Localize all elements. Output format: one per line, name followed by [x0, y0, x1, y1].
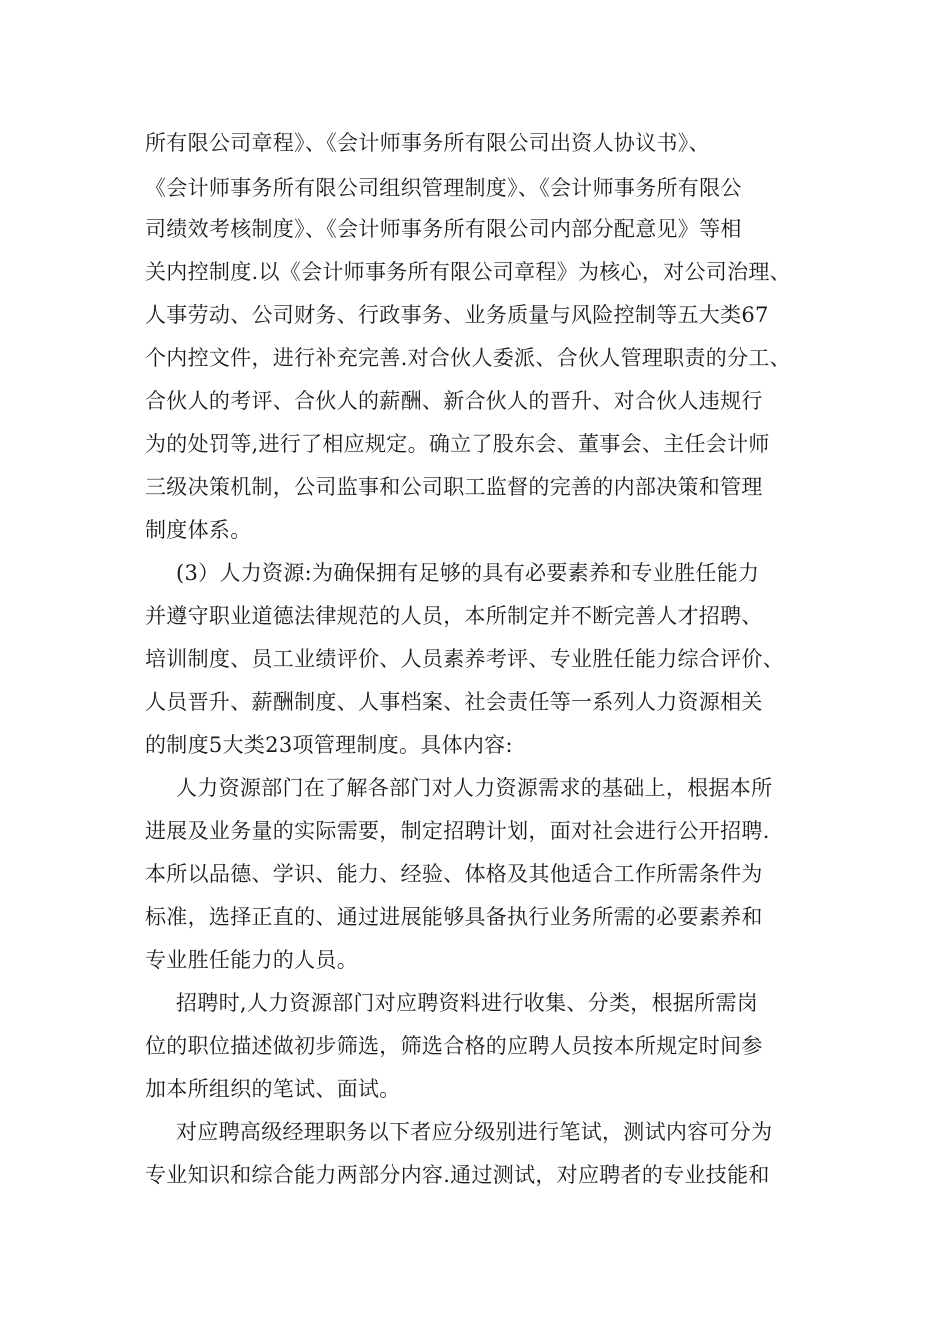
text-line: 的制度5大类23项管理制度。具体内容: — [145, 733, 513, 757]
text-line: 三级决策机制，公司监事和公司职工监督的完善的内部决策和管理 — [145, 475, 763, 499]
text-line: 位的职位描述做初步筛选，筛选合格的应聘人员按本所规定时间参 — [145, 1034, 763, 1058]
text-line: 进展及业务量的实际需要，制定招聘计划，面对社会进行公开招聘. — [145, 819, 770, 843]
text-line: 培训制度、员工业绩评价、人员素养考评、专业胜任能力综合评价、 — [145, 647, 784, 671]
text-line: 并遵守职业道德法律规范的人员，本所制定并不断完善人才招聘、 — [145, 604, 763, 628]
text-line: 加本所组织的笔试、面试。 — [145, 1077, 401, 1101]
text-line: 制度体系。 — [145, 518, 252, 542]
paragraph-first-line: 人力资源部门在了解各部门对人力资源需求的基础上，根据本所 — [176, 776, 773, 800]
text-line: 人事劳动、公司财务、行政事务、业务质量与风险控制等五大类67 — [145, 303, 769, 327]
text-line: 为的处罚等,进行了相应规定。确立了股东会、董事会、主任会计师 — [145, 432, 770, 456]
text-line: 关内控制度.以《会计师事务所有限公司章程》为核心，对公司治理、 — [145, 260, 791, 284]
text-line: 人员晋升、薪酬制度、人事档案、社会责任等一系列人力资源相关 — [145, 690, 763, 714]
text-line: 《会计师事务所有限公司组织管理制度》、《会计师事务所有限公 — [145, 176, 742, 200]
text-line: 所有限公司章程》、《会计师事务所有限公司出资人协议书》、 — [145, 131, 710, 155]
text-line: 个内控文件，进行补充完善.对合伙人委派、合伙人管理职责的分工、 — [145, 346, 791, 370]
text-line: 合伙人的考评、合伙人的薪酬、新合伙人的晋升、对合伙人违规行 — [145, 389, 763, 413]
text-line: 司绩效考核制度》、《会计师事务所有限公司内部分配意见》等相 — [145, 217, 742, 241]
text-line: 专业胜任能力的人员。 — [145, 948, 358, 972]
text-line: 本所以品德、学识、能力、经验、体格及其他适合工作所需条件为 — [145, 862, 763, 886]
paragraph-first-line: 招聘时,人力资源部门对应聘资料进行收集、分类，根据所需岗 — [176, 991, 759, 1015]
section-heading-line: (3）人力资源:为确保拥有足够的具有必要素养和专业胜任能力 — [176, 561, 760, 585]
text-line: 标准，选择正直的、通过进展能够具备执行业务所需的必要素养和 — [145, 905, 763, 929]
paragraph-first-line: 对应聘高级经理职务以下者应分级别进行笔试，测试内容可分为 — [176, 1120, 773, 1144]
text-line: 专业知识和综合能力两部分内容.通过测试，对应聘者的专业技能和 — [145, 1163, 770, 1187]
